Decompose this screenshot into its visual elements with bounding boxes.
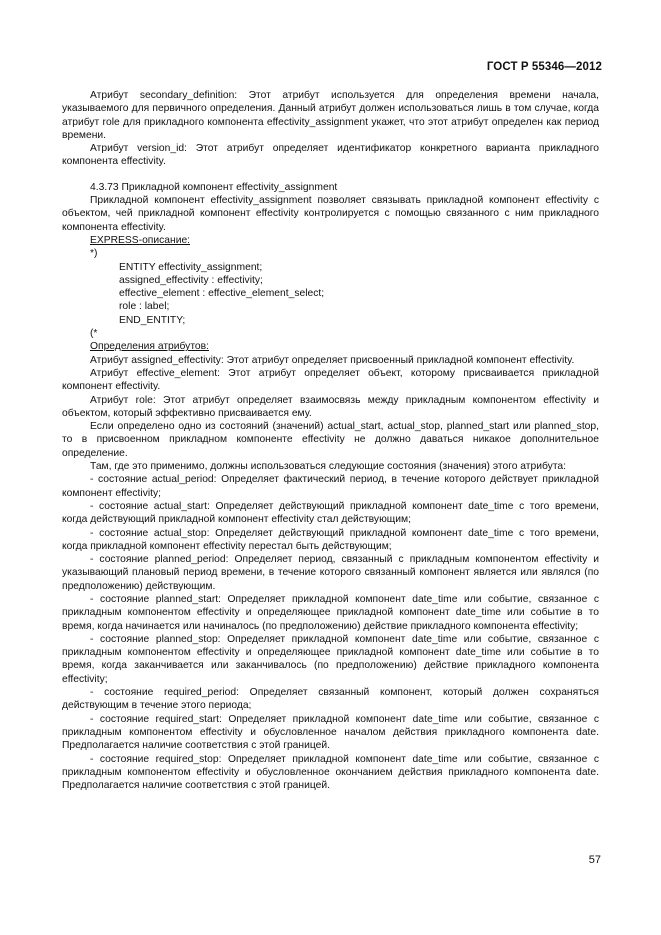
- section-heading: 4.3.73 Прикладной компонент effectivity_assignment: [90, 181, 338, 193]
- state-item: - состояние planned_period: Определяет период, связанный с прикладным компонентом effectivity и указывающий плановый период времени, в течение которого связанный компонент является или являлся (по предположению) действующим.: [62, 554, 599, 592]
- document-header: ГОСТ Р 55346—2012: [486, 61, 602, 73]
- attributes-label: [62, 340, 599, 353]
- page-body: [62, 89, 599, 792]
- attribute-definition: Если определено одно из состояний (значений) actual_start, actual_stop, planned_start или planned_stop, то в присвоенном прикладном компоненте effectivity не должно даваться никакое дополнительное определение.: [62, 421, 599, 459]
- state-item: - состояние planned_start: Определяет прикладной компонент date_time или событие, связанное с прикладным компонентом effectivity и определяющее прикладной компонент date_time или событие в то время, когда начинается или начиналось (по предположению) действие прикладного компонента effectivity;: [62, 593, 599, 632]
- state-item: - состояние actual_period: Определяет фактический период, в течение которого действует прикладной компонент effectivity;: [62, 474, 599, 499]
- state-item: - состояние planned_stop: Определяет прикладной компонент date_time или событие, связанное с прикладным компонентом effectivity и определяющее прикладной компонент date_time или событие в то время, когда заканчивается или заканчивалось (по предположению) действие прикладного компонента effectivity;: [62, 633, 599, 685]
- state-item: - состояние actual_stop: Определяет действующий прикладной компонент date_time с того времени, когда прикладной компонент effectivity перестал быть действующим;: [62, 527, 599, 552]
- code-line: ENTITY effectivity_assignment;: [119, 261, 263, 273]
- attribute-definition: Там, где это применимо, должны использоваться следующие состояния (значения) этого атрибута:: [90, 461, 567, 473]
- page-number: 57: [588, 854, 601, 866]
- state-item: - состояние actual_start: Определяет действующий прикладной компонент date_time с того времени, когда действующий прикладной компонент effectivity стал действующим;: [62, 500, 599, 526]
- paragraph-secondary-definition: Атрибут secondary_definition: Этот атрибут используется для определения времени начала, указываемого для первичного определения. Данный атрибут должен использоваться лишь в том случае, когда атрибут role для прикладного компонента effectivity_assignment укажет, что этот атрибут определен как период времени.: [62, 90, 599, 141]
- express-label-text: EXPRESS-описание:: [90, 234, 191, 246]
- code-line: assigned_effectivity : effectivity;: [119, 274, 263, 286]
- attribute-definition: Атрибут effective_element: Этот атрибут определяет объект, которому присваивается прикладной компонент effectivity.: [62, 367, 599, 393]
- code-line: END_ENTITY;: [119, 314, 186, 326]
- attribute-definition: Атрибут role: Этот атрибут определяет взаимосвязь между прикладным компонентом effectivity и объектом, который эффективно присваивается ему.: [62, 394, 599, 419]
- express-open-marker: *): [90, 248, 98, 260]
- code-line: effective_element : effective_element_select;: [119, 288, 325, 300]
- attributes-label-text: Определения атрибутов:: [90, 341, 209, 353]
- paragraph-version-id: Атрибут version_id: Этот атрибут определяет идентификатор конкретного варианта прикладного компонента effectivity.: [62, 143, 599, 168]
- spacer: [62, 169, 599, 181]
- section-description: Прикладной компонент effectivity_assignment позволяет связывать прикладной компонент effectivity с объектом, чей прикладной компонент effectivity контролируется с помощью связанного с ним прикладного компонента effectivity.: [62, 195, 599, 233]
- state-item: - состояние required_start: Определяет прикладной компонент date_time или событие, связанное с прикладным компонентом effectivity и обусловленное началом действия прикладного компонента date. Предполагается наличие соответствия с этой границей.: [62, 713, 599, 752]
- express-label: [62, 234, 599, 247]
- attribute-definition: Атрибут assigned_effectivity: Этот атрибут определяет присвоенный прикладной компонент effectivity.: [90, 354, 575, 366]
- state-item: - состояние required_stop: Определяет прикладной компонент date_time или событие, связанное с прикладным компонентом effectivity и обусловленное окончанием действия прикладного компонента date. Предполагается наличие соответствия с этой границей.: [62, 753, 599, 792]
- state-item: - состояние required_period: Определяет связанный компонент, который должен сохраняться действующим в течение этого периода;: [62, 687, 599, 712]
- express-close-marker: (*: [90, 328, 98, 340]
- code-line: role : label;: [119, 301, 170, 313]
